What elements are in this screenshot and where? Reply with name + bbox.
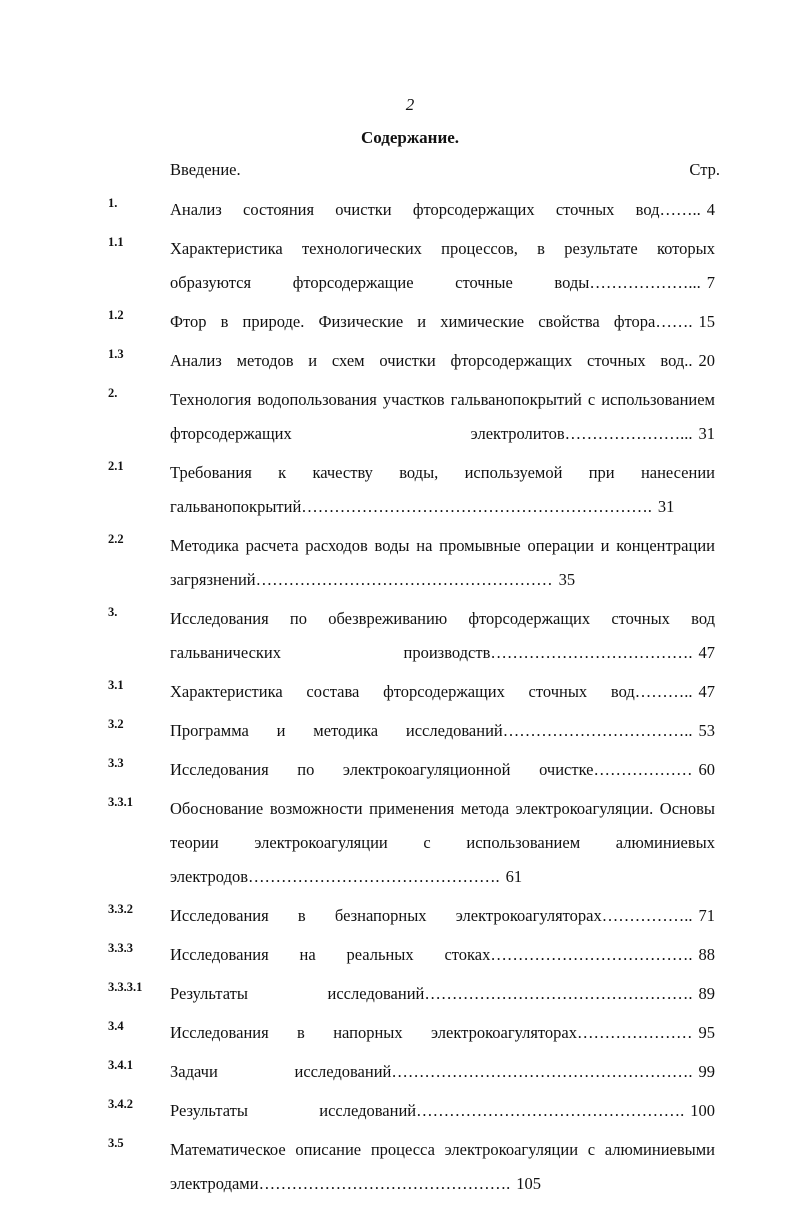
toc-entry — [0, 714, 793, 748]
toc-entry-title: Результаты исследований…………………………………………. — [170, 984, 693, 1003]
toc-entry-title: Задачи исследований………………………………………………. — [170, 1062, 693, 1081]
page-column-label: Стр. — [689, 160, 720, 179]
toc-entry-text — [170, 977, 715, 1011]
toc-header — [170, 160, 720, 180]
toc-entry-number: 3.3 — [108, 756, 124, 770]
toc-entry-page: 4 — [706, 200, 715, 219]
toc-entry-page: 60 — [698, 760, 715, 779]
toc-entry-title: Программа и методика исследований…………………………….. — [170, 721, 693, 740]
toc-entry — [0, 753, 793, 787]
intro-label: Введение. — [170, 160, 241, 179]
toc-entry-page: 15 — [698, 312, 715, 331]
toc-entry-page: 47 — [698, 682, 715, 701]
toc-entry-text — [170, 344, 715, 378]
page-title: Содержание. — [360, 128, 460, 147]
toc-entry-text — [170, 193, 715, 227]
toc-entry-title: Исследования в напорных электрокоагуляторах………………… — [170, 1023, 693, 1042]
toc-entry-text — [170, 675, 715, 709]
toc-entry-title: Характеристика технологических процессов, в результате которых образуются фторсодержащие сточные воды………………... — [170, 239, 715, 292]
toc-entry-page: 99 — [698, 1062, 715, 1081]
toc-entry — [0, 675, 793, 709]
toc-entry — [0, 1016, 793, 1050]
toc-entry — [0, 305, 793, 339]
toc-entry-title: Результаты исследований…………………………………………. — [170, 1101, 685, 1120]
toc-entry-title: Анализ состояния очистки фторсодержащих сточных вод…….. — [170, 200, 701, 219]
toc-entry — [0, 232, 793, 300]
toc-entry — [0, 193, 793, 227]
toc-entry — [0, 529, 793, 597]
toc-entry-text — [170, 753, 715, 787]
toc-entry-page: 31 — [657, 497, 675, 516]
toc-entry-page: 105 — [516, 1174, 541, 1193]
toc-entry-number: 1.1 — [108, 235, 124, 249]
toc-entry-title: Требования к качеству воды, используемой при нанесении гальванопокрытий………………………………………………………. — [170, 463, 715, 516]
toc-entry — [0, 899, 793, 933]
toc-entry-number: 3.4.2 — [108, 1097, 133, 1111]
toc-entry-number: 3.5 — [108, 1136, 124, 1150]
toc-entry-title: Характеристика состава фторсодержащих сточных вод……….. — [170, 682, 693, 701]
toc-entry-title: Исследования в безнапорных электрокоагуляторах…………….. — [170, 906, 693, 925]
toc-entry — [0, 1133, 793, 1201]
toc-entry-page: 61 — [505, 867, 523, 886]
toc-entry-title: Исследования на реальных стоках………………………………. — [170, 945, 693, 964]
toc-entry-number: 3.2 — [108, 717, 124, 731]
toc-entry-title: Математическое описание процесса электрокоагуляции с алюминиевыми электродами………………………………………. — [170, 1140, 715, 1193]
toc-entry-title: Технология водопользования участков гальванопокрытий с использованием фторсодержащих электролитов…………………... — [170, 390, 715, 443]
toc-entry-text — [170, 383, 715, 451]
toc-entry — [0, 792, 793, 894]
toc-entry-text — [170, 232, 715, 300]
toc-entry-text — [170, 792, 715, 894]
toc-entry-text — [170, 602, 715, 670]
toc-entry-text — [170, 305, 715, 339]
toc-entry — [0, 1055, 793, 1089]
toc-entry-title: Фтор в природе. Физические и химические свойства фтора……. — [170, 312, 693, 331]
toc-entry-number: 2. — [108, 386, 118, 400]
toc-entry-page: 71 — [698, 906, 715, 925]
toc-entry-page: 20 — [698, 351, 715, 370]
toc-entry-title: Обоснование возможности применения метода электрокоагуляции. Основы теории электрокоагуляции с использованием алюминиевых электродов………………………………………. — [170, 799, 715, 886]
toc-entry — [0, 383, 793, 451]
toc-entry-number: 2.1 — [108, 459, 124, 473]
toc-entry-page: 35 — [558, 570, 576, 589]
toc-entry-page: 53 — [698, 721, 715, 740]
toc-entry-page: 100 — [690, 1101, 715, 1120]
toc-entry-number: 2.2 — [108, 532, 124, 546]
toc-entry — [0, 1094, 793, 1128]
toc-entry-text — [170, 529, 715, 597]
toc-entry-number: 3.3.2 — [108, 902, 133, 916]
toc-entry — [0, 344, 793, 378]
toc-entry-text — [170, 1133, 715, 1201]
toc-entry-text — [170, 714, 715, 748]
toc-entry-page: 31 — [698, 424, 715, 443]
toc-entry-page: 95 — [698, 1023, 715, 1042]
toc-entry-title: Анализ методов и схем очистки фторсодержащих сточных вод.. — [170, 351, 693, 370]
toc-entry-page: 7 — [706, 273, 715, 292]
page-number: 2 — [405, 95, 415, 114]
toc-entry-text — [170, 938, 715, 972]
toc-entry-page: 47 — [698, 643, 715, 662]
toc-entry-number: 3.3.3.1 — [108, 980, 143, 994]
toc-entry-page: 89 — [698, 984, 715, 1003]
toc-entry-text — [170, 456, 715, 524]
toc-entry — [0, 456, 793, 524]
toc-entry-text — [170, 899, 715, 933]
toc-entry-text — [170, 1016, 715, 1050]
toc-entry-page: 88 — [698, 945, 715, 964]
toc-entry-number: 3.3.1 — [108, 795, 133, 809]
toc-entry-title: Исследования по электрокоагуляционной очистке……………… — [170, 760, 693, 779]
toc-entry-text — [170, 1055, 715, 1089]
toc-entry-number: 1. — [108, 196, 118, 210]
toc-entry — [0, 938, 793, 972]
toc-entry-number: 3.1 — [108, 678, 124, 692]
table-of-contents — [0, 193, 793, 1206]
toc-entry-number: 1.2 — [108, 308, 124, 322]
toc-entry-number: 3.4.1 — [108, 1058, 133, 1072]
toc-entry-title: Исследования по обезвреживанию фторсодержащих сточных вод гальванических производств………………………………. — [170, 609, 715, 662]
toc-entry-number: 3.4 — [108, 1019, 124, 1033]
toc-entry-text — [170, 1094, 715, 1128]
toc-entry — [0, 977, 793, 1011]
toc-entry-number: 3.3.3 — [108, 941, 133, 955]
toc-entry-number: 3. — [108, 605, 118, 619]
toc-entry-number: 1.3 — [108, 347, 124, 361]
toc-entry-title: Методика расчета расходов воды на промывные операции и концентрации загрязнений……………………………………………… — [170, 536, 715, 589]
toc-entry — [0, 602, 793, 670]
